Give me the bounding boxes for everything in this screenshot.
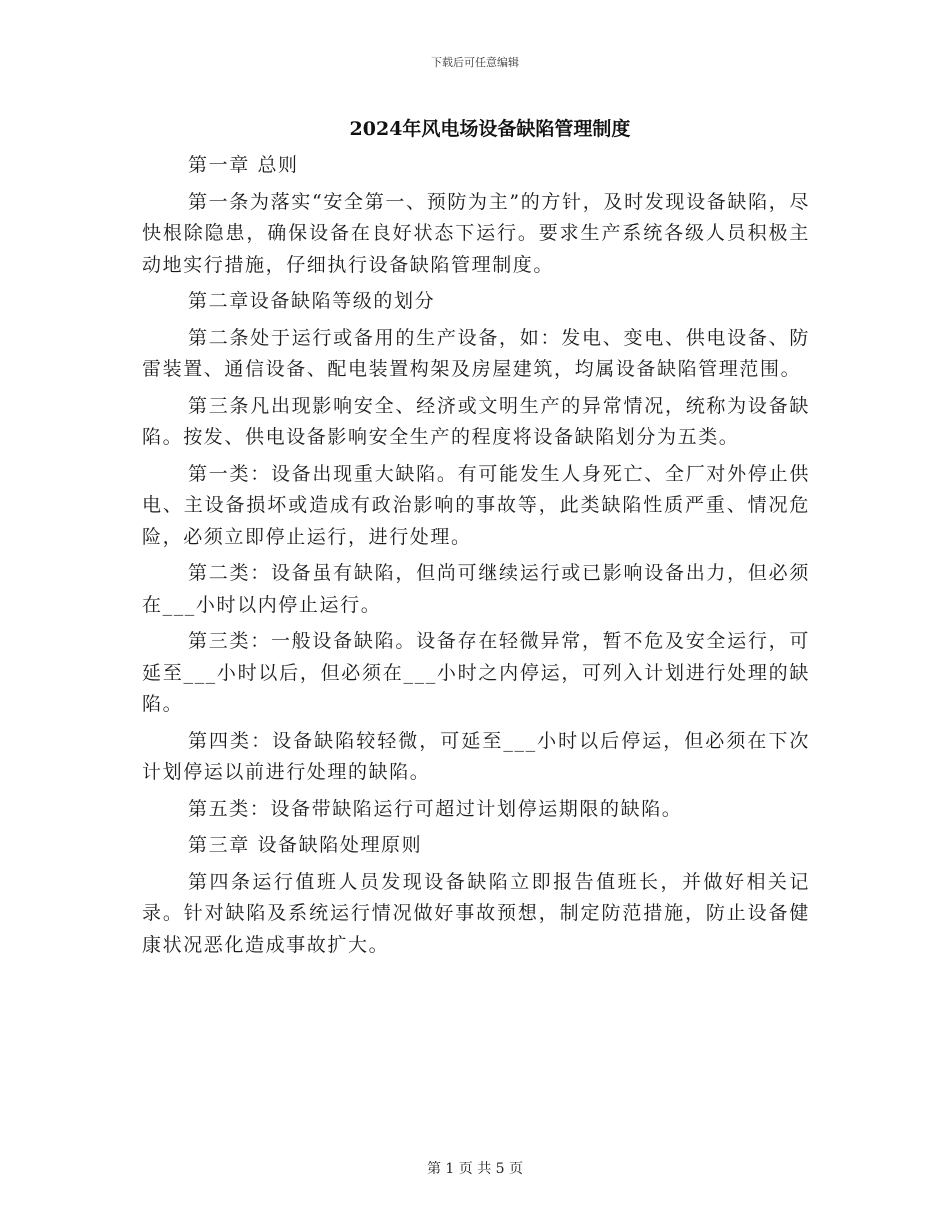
page-number: 第 1 页 共 5 页 [426, 1161, 524, 1177]
page-header-note: 下载后可任意编辑 [431, 56, 519, 69]
paragraph: 第二条处于运行或备用的生产设备，如：发电、变电、供电设备、防雷装置、通信设备、配电装置构架及房屋建筑，均属设备缺陷管理范围。 [142, 326, 810, 380]
paragraph: 第一条为落实“安全第一、预防为主”的方针，及时发现设备缺陷，尽快根除隐患，确保设备在良好状态下运行。要求生产系统各级人员积极主动地实行措施，仔细执行设备缺陷管理制度。 [142, 190, 810, 276]
chapter-heading: 第三章 设备缺陷处理原则 [188, 834, 423, 856]
paragraph: 第三类：一般设备缺陷。设备存在轻微异常，暂不危及安全运行，可延至___小时以后，但必须在___小时之内停运，可列入计划进行处理的缺陷。 [142, 630, 810, 715]
paragraph: 第二类：设备虽有缺陷，但尚可继续运行或已影响设备出力，但必须在___小时以内停止运行。 [142, 562, 810, 616]
paragraph: 第三条凡出现影响安全、经济或文明生产的异常情况，统称为设备缺陷。按发、供电设备影响安全生产的程度将设备缺陷划分为五类。 [142, 394, 810, 448]
paragraph: 第五类：设备带缺陷运行可超过计划停运期限的缺陷。 [188, 797, 683, 820]
chapter-heading: 第一章 总则 [188, 154, 299, 176]
document-title: 2024年风电场设备缺陷管理制度 [349, 118, 631, 140]
document-body [142, 150, 810, 966]
paragraph: 第一类：设备出现重大缺陷。有可能发生人身死亡、全厂对外停止供电、主设备损坏或造成有政治影响的事故等，此类缺陷性质严重、情况危险，必须立即停止运行，进行处理。 [142, 462, 810, 548]
chapter-heading: 第二章设备缺陷等级的划分 [188, 290, 436, 312]
paragraph: 第四类：设备缺陷较轻微，可延至___小时以后停运，但必须在下次计划停运以前进行处理的缺陷。 [142, 729, 810, 783]
paragraph: 第四条运行值班人员发现设备缺陷立即报告值班长，并做好相关记录。针对缺陷及系统运行情况做好事故预想，制定防范措施，防止设备健康状况恶化造成事故扩大。 [142, 870, 810, 956]
